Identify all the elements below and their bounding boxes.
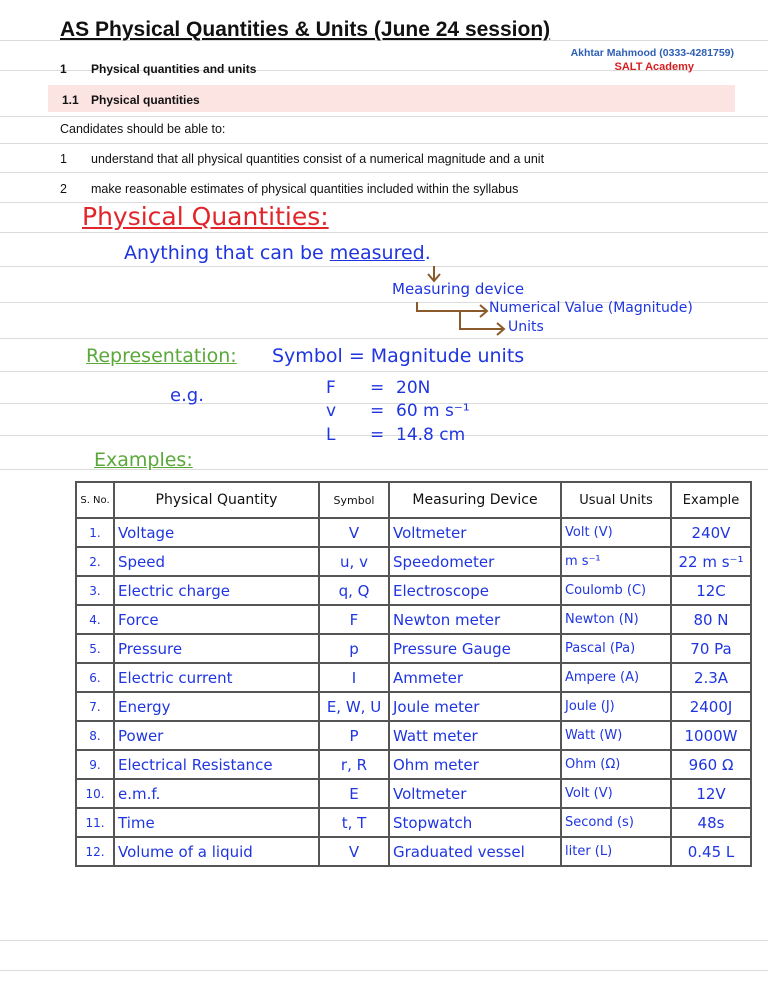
examples-label: Examples: [94,449,193,471]
header-device: Measuring Device [389,482,561,518]
header-example: Example [671,482,751,518]
table-cell-device: Ohm meter [389,750,561,779]
table-cell-device: Stopwatch [389,808,561,837]
table-cell-sno: 8. [76,721,114,750]
table-cell-device: Voltmeter [389,779,561,808]
objective-text: understand that all physical quantities consist of a numerical magnitude and a unit [91,152,545,166]
subsection-title: Physical quantities [91,93,200,107]
objective-number: 1 [60,152,67,166]
table-cell-example: 48s [671,808,751,837]
table-cell-device: Pressure Gauge [389,634,561,663]
definition-end: . [424,242,431,264]
table-cell-quantity: Time [114,808,319,837]
table-cell-device: Ammeter [389,663,561,692]
table-cell-symbol: P [319,721,389,750]
table-cell-device: Joule meter [389,692,561,721]
table-cell-quantity: Speed [114,547,319,576]
table-cell-quantity: Force [114,605,319,634]
table-cell-units: Ohm (Ω) [561,750,671,779]
table-cell-symbol: p [319,634,389,663]
table-row [76,692,751,721]
table-cell-quantity: Power [114,721,319,750]
table-row [76,634,751,663]
table-cell-sno: 3. [76,576,114,605]
eg-value: 14.8 cm [396,425,466,445]
eg-value: 60 m s⁻¹ [396,401,470,421]
table-cell-quantity: Pressure [114,634,319,663]
table-cell-example: 960 Ω [671,750,751,779]
table-row [76,837,751,866]
table-row [76,576,751,605]
table-cell-symbol: r, R [319,750,389,779]
header-sno: S. No. [76,482,114,518]
table-row [76,518,751,547]
table-cell-sno: 5. [76,634,114,663]
definition-keyword: measured [329,242,425,264]
header-quantity: Physical Quantity [114,482,319,518]
device-label: Measuring device [392,280,525,298]
table-header-row [76,482,751,518]
objective-text: make reasonable estimates of physical quantities included within the syllabus [91,182,519,196]
table-cell-symbol: F [319,605,389,634]
table-cell-quantity: Energy [114,692,319,721]
table-cell-quantity: Voltage [114,518,319,547]
table-cell-device: Newton meter [389,605,561,634]
table-cell-units: Volt (V) [561,518,671,547]
examples-table [75,481,752,867]
author-credit: Akhtar Mahmood (0333-4281759) [570,47,734,59]
eg-symbol: L [326,425,336,445]
table-cell-sno: 6. [76,663,114,692]
table-cell-units: Joule (J) [561,692,671,721]
table-cell-sno: 10. [76,779,114,808]
table-cell-device: Voltmeter [389,518,561,547]
representation-formula: Symbol = Magnitude units [272,345,525,367]
table-row [76,721,751,750]
table-row [76,808,751,837]
table-cell-units: Volt (V) [561,779,671,808]
table-body [76,518,751,866]
eg-symbol: F [326,378,336,398]
table-cell-device: Speedometer [389,547,561,576]
table-cell-symbol: E, W, U [319,692,389,721]
table-cell-sno: 9. [76,750,114,779]
table-cell-device: Electroscope [389,576,561,605]
header-units: Usual Units [561,482,671,518]
syllabus-intro: Candidates should be able to: [60,122,226,136]
table-cell-symbol: q, Q [319,576,389,605]
table-cell-units: Pascal (Pa) [561,634,671,663]
table-cell-example: 12V [671,779,751,808]
table-cell-units: Watt (W) [561,721,671,750]
table-cell-sno: 1. [76,518,114,547]
table-cell-example: 0.45 L [671,837,751,866]
table-cell-units: liter (L) [561,837,671,866]
eg-symbol: v [326,401,337,421]
table-cell-quantity: Electrical Resistance [114,750,319,779]
table-cell-sno: 11. [76,808,114,837]
table-cell-units: m s⁻¹ [561,547,671,576]
notes-heading: Physical Quantities: [82,202,329,231]
eg-value: 20N [396,378,431,398]
table-row [76,663,751,692]
table-cell-units: Ampere (A) [561,663,671,692]
table-cell-sno: 7. [76,692,114,721]
units-label: Units [508,319,544,335]
table-cell-example: 70 Pa [671,634,751,663]
table-cell-quantity: e.m.f. [114,779,319,808]
example-marker: e.g. [170,385,204,406]
table-cell-units: Newton (N) [561,605,671,634]
eg-equals: = [370,425,385,445]
table-cell-symbol: u, v [319,547,389,576]
definition-prefix: Anything that can be [124,242,330,264]
eg-equals: = [370,378,385,398]
representation-label: Representation: [86,345,237,367]
table-cell-symbol: E [319,779,389,808]
table-cell-symbol: I [319,663,389,692]
magnitude-label: Numerical Value (Magnitude) [489,300,693,316]
table-cell-symbol: V [319,837,389,866]
table-cell-quantity: Electric current [114,663,319,692]
table-cell-quantity: Volume of a liquid [114,837,319,866]
table-cell-sno: 4. [76,605,114,634]
table-cell-example: 2.3A [671,663,751,692]
table-cell-units: Second (s) [561,808,671,837]
table-row [76,547,751,576]
table-cell-device: Graduated vessel [389,837,561,866]
table-cell-sno: 12. [76,837,114,866]
table-cell-example: 2400J [671,692,751,721]
table-cell-units: Coulomb (C) [561,576,671,605]
table-cell-device: Watt meter [389,721,561,750]
table-cell-example: 240V [671,518,751,547]
table-cell-example: 12C [671,576,751,605]
table-row [76,779,751,808]
table-cell-example: 80 N [671,605,751,634]
academy-name: SALT Academy [614,61,694,73]
table-row [76,605,751,634]
subsection-number: 1.1 [62,93,79,107]
objective-number: 2 [60,182,67,196]
table-row [76,750,751,779]
section-number: 1 [60,62,67,76]
table-cell-example: 1000W [671,721,751,750]
table-cell-quantity: Electric charge [114,576,319,605]
page-title: AS Physical Quantities & Units (June 24 session) [60,18,551,41]
table-cell-symbol: V [319,518,389,547]
table-cell-example: 22 m s⁻¹ [671,547,751,576]
eg-equals: = [370,401,385,421]
header-symbol: Symbol [319,482,389,518]
section-title: Physical quantities and units [91,62,257,76]
table-cell-sno: 2. [76,547,114,576]
table-cell-symbol: t, T [319,808,389,837]
